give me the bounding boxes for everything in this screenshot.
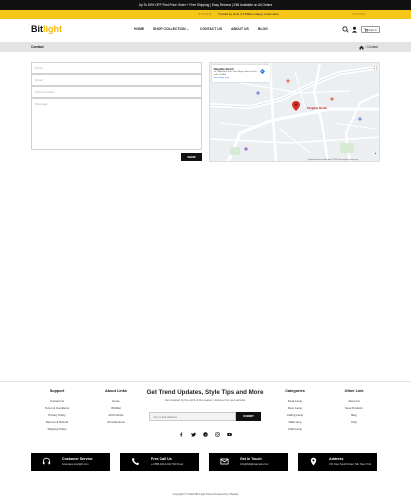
address-text: 151 New South Road, NE, New York (329, 463, 372, 466)
footer-link-wall-lamp[interactable]: Wall Lamp (288, 420, 302, 424)
customer-service-title: Customer Service (62, 457, 93, 461)
announcement-text: Up To 50% OFF First Price Order + Free Shipping | Easy Returns | EMI Available on All Orders (138, 3, 273, 7)
footer-link-home[interactable]: Home (112, 399, 120, 403)
footer-link-privacy[interactable]: Privacy Policy (48, 413, 66, 417)
headset-icon (42, 457, 51, 466)
search-icon[interactable] (342, 26, 349, 33)
breadcrumb-current (365, 42, 378, 52)
review-bar (0, 10, 411, 19)
newsletter-submit-button[interactable]: SUBMIT (236, 412, 261, 421)
footer-link-all-products[interactable]: All Products (108, 413, 124, 417)
newsletter-title: Get Trend Updates, Style Tips and More (146, 389, 264, 396)
footer-link-blog[interactable]: Blog (351, 413, 357, 417)
newsletter-email-input[interactable] (149, 412, 236, 421)
free-call-text: +1 888-234-1234 (Toll Free) (151, 463, 184, 466)
google-map[interactable] (209, 62, 380, 162)
breadcrumb (0, 42, 411, 52)
get-in-touch-text: Info@bitlightsample.com (240, 463, 269, 466)
message-field[interactable] (31, 98, 202, 150)
get-in-touch-box[interactable] (209, 453, 288, 471)
instagram-icon[interactable] (215, 432, 220, 437)
nav-home[interactable]: HOME (134, 27, 145, 31)
map-attribution: Keyboard shortcuts Map data ©2024 Terms Report a map error (308, 159, 359, 161)
youtube-icon[interactable] (227, 432, 232, 437)
review-text: Trusted by Over 2.5 Million Happy Customers (218, 12, 279, 16)
nav-about-us[interactable]: ABOUT US (231, 27, 249, 31)
nav-shop-collection[interactable] (153, 27, 189, 31)
view-larger-map-link[interactable]: View larger map (213, 77, 230, 80)
footer-link-floor-lamp[interactable]: Floor Lamp (287, 406, 303, 410)
logo[interactable] (31, 24, 62, 34)
logo-accent-text: light (43, 24, 62, 34)
map-pin-icon[interactable] (292, 101, 300, 111)
breadcrumb-separator: › (365, 45, 367, 49)
footer-link-wishlist[interactable]: Wishlist (111, 406, 121, 410)
cart-icon (364, 28, 368, 32)
name-field[interactable] (31, 62, 202, 74)
facebook-icon[interactable] (179, 432, 184, 437)
footer-link-new-products[interactable]: New Products (345, 406, 363, 410)
map-marker-label: Tangible Booth (307, 106, 328, 110)
get-in-touch-title: Get in Touch (240, 457, 262, 461)
footer-categories-title: Categories (285, 389, 305, 393)
cart-count: 0 (374, 28, 377, 32)
footer-link-contact-us[interactable]: Contact Us (50, 399, 64, 403)
logo-main-text: Bit (31, 24, 43, 34)
copyright-text: Copyright © 2024 Bit Light Store Powered by Shopify (172, 492, 239, 496)
footer-about-title: About Links (105, 389, 127, 393)
home-icon[interactable] (359, 45, 367, 50)
footer-link-child-lamp[interactable]: Child Lamp (287, 427, 303, 431)
location-icon (309, 457, 318, 466)
footer-link-about-us[interactable]: About Us (348, 399, 360, 403)
mail-icon (220, 457, 229, 466)
map-place-title: Tangible Booth (213, 66, 234, 71)
directions-icon[interactable] (260, 69, 265, 74)
footer-link-desk-lamp[interactable]: Desk Lamp (287, 399, 303, 403)
newsletter-subtitle: Get inspired by the spirit of the season, discover the new arrivals (164, 398, 246, 402)
free-call-box[interactable] (120, 453, 199, 471)
address-title: Address (329, 457, 344, 461)
phone-field[interactable] (31, 86, 202, 98)
footer-link-all-collections[interactable]: All Collections (107, 420, 125, 424)
breadcrumb-current-label: Contact (366, 45, 378, 49)
twitter-icon[interactable] (191, 432, 196, 437)
site-footer (0, 381, 411, 499)
page-title: Contact (31, 45, 44, 49)
cart-label: Cart (368, 28, 375, 32)
rating-stars-trailing: ☆☆☆☆☆ (352, 12, 366, 16)
phone-icon (131, 457, 140, 466)
customer-service-box[interactable] (31, 453, 110, 471)
nav-blog[interactable]: BLOG (258, 27, 268, 31)
nav-contact-us[interactable]: CONTACT US (200, 27, 222, 31)
user-icon[interactable] (351, 26, 358, 33)
footer-link-shipping[interactable]: Shipping Policy (47, 427, 67, 431)
footer-support-title: Support (49, 389, 65, 393)
free-call-title: Free Call Us (151, 457, 172, 461)
nav-shop-collection-label: SHOP COLLECTION (153, 27, 186, 31)
footer-link-faq[interactable]: FAQ (351, 420, 357, 424)
cart-button[interactable] (361, 26, 380, 33)
footer-link-terms[interactable]: Terms & Conditions (44, 406, 70, 410)
chevron-down-icon: ⌄ (186, 27, 189, 31)
address-box[interactable] (298, 453, 377, 471)
footer-link-ceiling-lamp[interactable]: Ceiling Lamp (286, 413, 304, 417)
footer-link-returns[interactable]: Returns & Refund (45, 420, 69, 424)
fullscreen-icon[interactable] (373, 65, 378, 70)
zoom-control-icon[interactable] (373, 151, 378, 156)
map-place-card (212, 65, 270, 82)
email-field[interactable] (31, 74, 202, 86)
pinterest-icon[interactable] (203, 432, 208, 437)
send-button[interactable]: SEND (181, 153, 202, 161)
site-header (0, 19, 411, 42)
rating-stars: ☆☆☆☆☆ (198, 12, 212, 16)
footer-other-title: Other Link (344, 389, 364, 393)
customer-service-text: www.tape.lamlight.com (62, 463, 89, 466)
announcement-bar (0, 0, 411, 10)
map-place-address: 10, Umbrellas Hub, Sant Nagar, Burari Delhi, India 110084 (213, 71, 258, 76)
